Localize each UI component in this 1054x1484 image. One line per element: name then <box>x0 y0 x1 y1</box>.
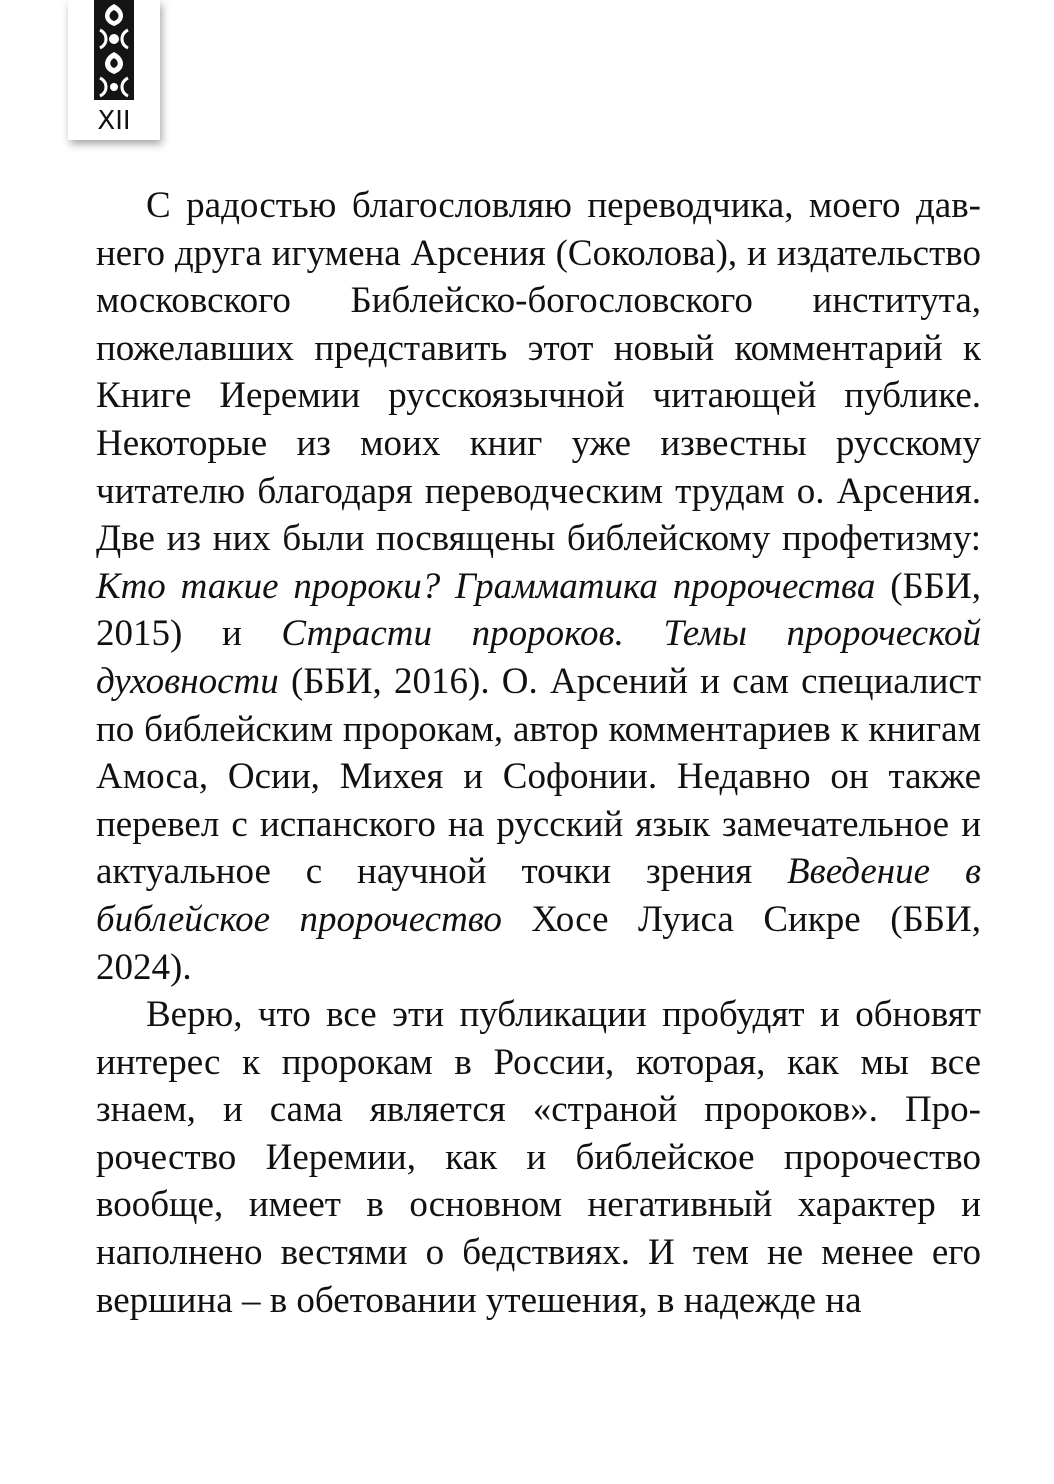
book-title: Введение в библейское пророчество <box>96 851 982 940</box>
text-run: (ББИ, 2016). О. Арсений и сам специалист по библейским пророкам, автор комментариев к книгам Амоса, Осии, Михея и Софонии. Недавно он также перевел с испанского на русский язык замечательное и актуальное с научной точки зрения <box>96 660 981 893</box>
page-number-tab <box>68 0 160 140</box>
page-number: XII <box>97 106 131 136</box>
body-text <box>96 182 981 1324</box>
book-title: Страсти пророков. Темы пророческой духовности <box>96 613 981 702</box>
text-run: С радостью благословляю переводчика, моего давнего друга игумена Арсения (Соколова), и издательство московского Библейско-богословского института, пожелавших представить этот новый комментарий к Книге Иеремии русскоязычной читающей публике. Некоторые из моих книг уже известны русскому читателю благодаря переводческим трудам о. Арсения. Две из них были посвящены библейскому профетизму: <box>96 185 981 560</box>
ornament-icon <box>94 0 134 100</box>
paragraph <box>96 991 981 1324</box>
text-run: (ББИ, 2015) и <box>96 565 981 655</box>
paragraph <box>96 182 981 991</box>
book-title: Кто такие пророки? Грамматика пророчества <box>96 565 876 607</box>
text-run: Верю, что все эти публикации пробудят и обновят интерес к пророкам в России, которая, как мы все знаем, и сама является «страной пророков». Пророчество Иеремии, как и библейское пророчество вообще, имеет в основном негативный характер и наполнено вестями о бедствиях. И тем не менее его вершина – в обетовании утешения, в надежде на <box>96 994 981 1321</box>
text-run: Хосе Луиса Сикре (ББИ, 2024). <box>96 898 982 988</box>
